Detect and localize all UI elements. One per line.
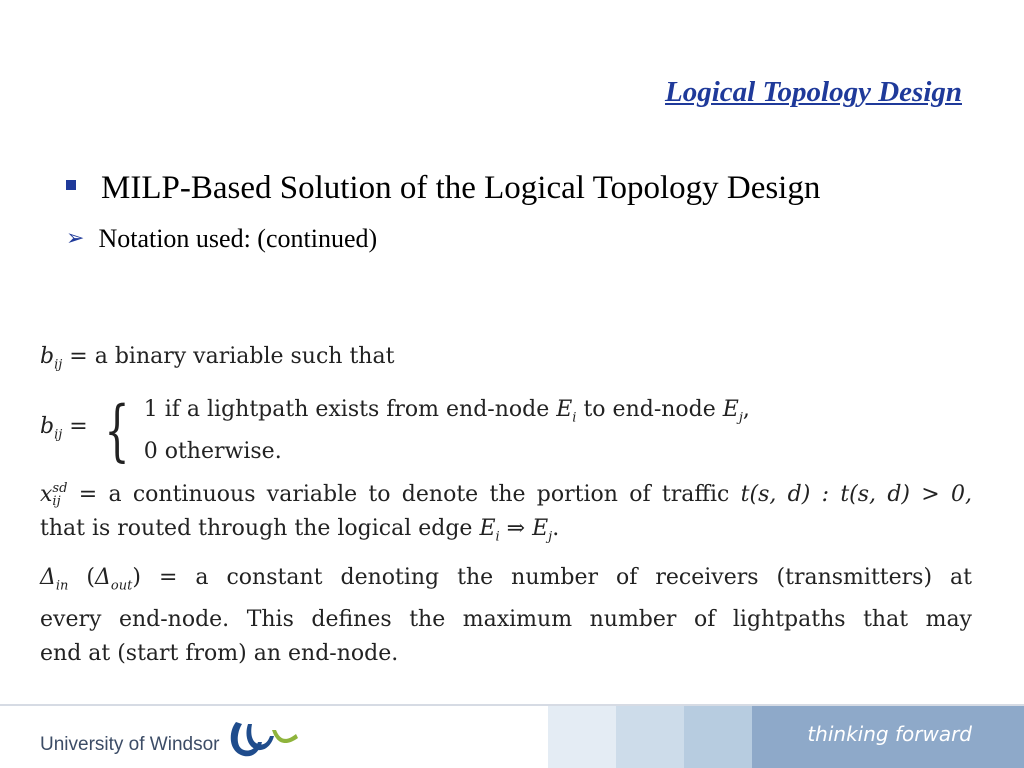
slide-title: Logical Topology Design — [665, 76, 962, 108]
tagline: thinking forward — [807, 722, 972, 746]
footer — [0, 704, 1024, 768]
bullet-main — [66, 170, 820, 207]
var-x-scripts — [52, 482, 67, 508]
case-1-text-a: 1 if a lightpath exists from end-node — [143, 397, 550, 422]
cases-lhs — [40, 410, 88, 452]
var-b: b — [40, 344, 55, 369]
definition-delta-line-2: every end-node. This defines the maximum number of lightpaths that may — [40, 607, 972, 633]
definition-delta — [40, 561, 972, 671]
edge-to-sub: j — [548, 529, 553, 545]
bullet-sub-text: Notation used: (continued) — [98, 224, 378, 253]
bullet-sub — [66, 224, 377, 254]
definition-x — [40, 478, 972, 554]
case-1-ei-sub: i — [572, 410, 577, 426]
arrow-bullet-icon: ➢ — [66, 226, 85, 251]
var-x-sub: ij — [52, 494, 61, 509]
traffic-expression: t(s, d) : t(s, d) > 0, — [740, 482, 972, 507]
edge-from-sub: i — [495, 529, 500, 545]
case-1-ej: E — [722, 397, 739, 422]
delta-out: Δ — [95, 565, 111, 590]
definition-delta-text-1: = a constant denoting the number of receivers (transmitters) at — [158, 565, 973, 590]
case-1-ei: E — [556, 397, 573, 422]
case-2: 0 otherwise. — [143, 439, 282, 465]
var-b-sub: ij — [54, 357, 63, 373]
cases-var-b: b — [40, 414, 55, 439]
footer-band-2 — [616, 706, 684, 768]
definition-b-cases — [40, 393, 972, 469]
delta-in-sub: in — [55, 578, 69, 594]
left-brace-icon: { — [104, 392, 130, 470]
case-1-ej-sub: j — [738, 410, 743, 426]
definition-x-line-1 — [40, 478, 972, 512]
case-1 — [144, 393, 750, 435]
var-x: x — [40, 482, 53, 507]
definition-x-line-2 — [40, 512, 972, 554]
footer-band-1 — [548, 706, 616, 768]
definition-b-text: = a binary variable such that — [69, 344, 395, 369]
cases-equals: = — [69, 414, 88, 439]
definition-x-line-2-text: that is routed through the logical edge — [40, 516, 473, 541]
cases-var-b-sub: ij — [54, 427, 63, 443]
delta-out-sub: out — [110, 578, 133, 594]
bullet-main-text: MILP-Based Solution of the Logical Topology Design — [101, 170, 821, 206]
university-name: University of Windsor — [40, 734, 220, 755]
footer-band-3 — [684, 706, 752, 768]
definition-x-text: = a continuous variable to denote the portion of traffic — [78, 482, 730, 507]
square-bullet-icon — [66, 180, 76, 190]
cases-body — [144, 393, 750, 469]
var-x-sup: sd — [52, 481, 68, 496]
edge-from: E — [479, 516, 496, 541]
definition-delta-line-3: end at (start from) an end-node. — [40, 641, 399, 667]
case-1-text-b: to end-node — [583, 397, 716, 422]
edge-to: E — [532, 516, 549, 541]
case-1-end: , — [742, 397, 750, 422]
university-logo-icon — [226, 718, 302, 760]
implies-arrow: ⇒ — [506, 516, 526, 541]
definition-x-end: . — [552, 516, 560, 541]
definition-b — [40, 340, 972, 382]
definition-delta-line-1: $\Delta_{in}$ $(\Delta_{out}) = a$ constant denoting the number of receivers (transmitters) at — [40, 565, 973, 594]
delta-in: Δ — [40, 565, 56, 590]
